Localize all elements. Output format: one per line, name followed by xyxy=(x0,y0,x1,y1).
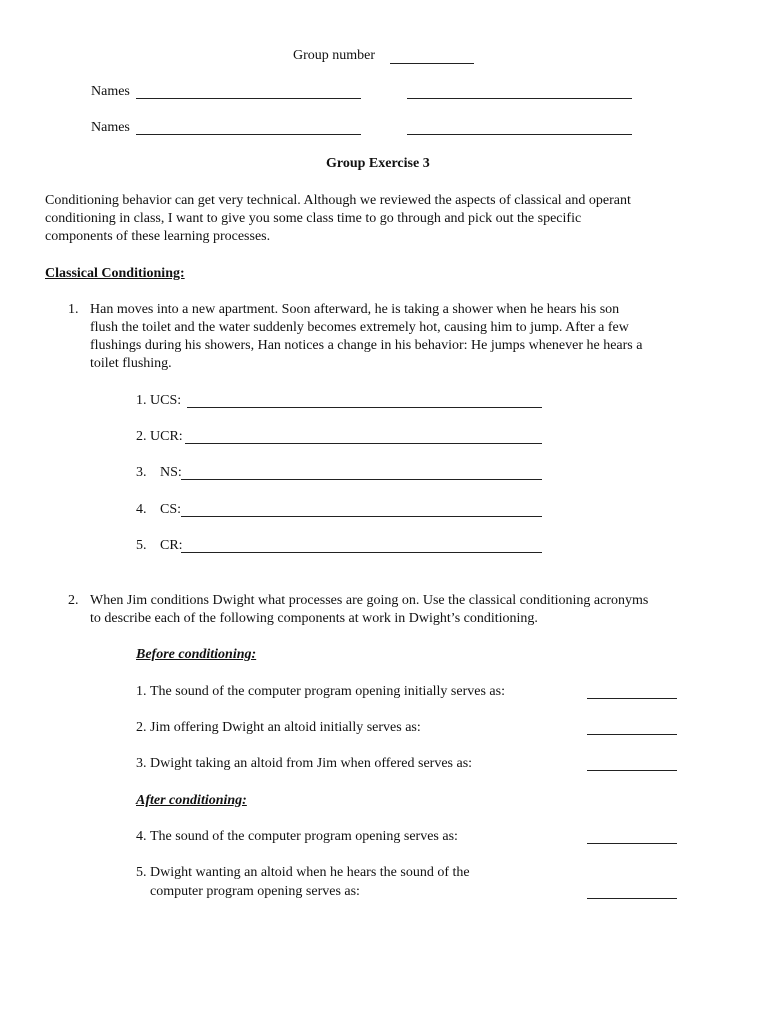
q2-item-1-number: 1. xyxy=(136,684,147,699)
q1-item-3-number: 3. xyxy=(136,465,147,480)
q2-item-3-text: Dwight taking an altoid from Jim when offered serves as: xyxy=(150,756,473,771)
question-1-line-2: flush the toilet and the water suddenly becomes extremely hot, causing him to jump. After a few xyxy=(90,320,629,335)
q2-item-1-text: The sound of the computer program opening initially serves as: xyxy=(150,684,505,699)
q1-item-4-number: 4. xyxy=(136,502,147,517)
q2-item-3-number: 3. xyxy=(136,756,147,771)
q2-item-2-number: 2. xyxy=(136,720,147,735)
names-label-1: Names xyxy=(91,84,130,99)
cr-answer-field[interactable] xyxy=(181,552,542,553)
intro-line-2: conditioning in class, I want to give you some class time to go through and pick out the specific xyxy=(45,211,582,226)
q2-item-2-text: Jim offering Dwight an altoid initially serves as: xyxy=(150,720,421,735)
question-2-line-2: to describe each of the following components at work in Dwight’s conditioning. xyxy=(90,611,538,626)
name-field-1b[interactable] xyxy=(407,98,632,99)
q1-item-2-label: UCR: xyxy=(150,429,183,444)
ucr-answer-field[interactable] xyxy=(185,443,542,444)
question-2-number: 2. xyxy=(68,593,79,608)
q2-item-5-number: 5. xyxy=(136,865,147,880)
page-title: Group Exercise 3 xyxy=(326,156,430,171)
q2-item-1-answer-field[interactable] xyxy=(587,698,677,699)
q1-item-4-label: CS: xyxy=(160,502,182,517)
section-heading: Classical Conditioning: xyxy=(45,266,185,281)
question-1-line-3: flushings during his showers, Han notices a change in his behavior: He jumps whenever he hears a xyxy=(90,338,643,353)
q2-item-4-text: The sound of the computer program opening serves as: xyxy=(150,829,458,844)
q1-item-3-label: NS: xyxy=(160,465,182,480)
q2-item-3-answer-field[interactable] xyxy=(587,770,677,771)
question-1-number: 1. xyxy=(68,302,79,317)
group-number-label: Group number xyxy=(293,48,376,63)
q2-item-5-answer-field[interactable] xyxy=(587,898,677,899)
intro-line-3: components of these learning processes. xyxy=(45,229,271,244)
names-label-2: Names xyxy=(91,120,130,135)
question-1-line-1: Han moves into a new apartment. Soon afterward, he is taking a shower when he hears his son xyxy=(90,302,620,317)
cs-answer-field[interactable] xyxy=(181,516,542,517)
q1-item-5-number: 5. xyxy=(136,538,147,553)
before-conditioning-heading: Before conditioning: xyxy=(136,647,257,662)
after-conditioning-heading: After conditioning: xyxy=(136,793,247,808)
question-2-line-1: When Jim conditions Dwight what processes are going on. Use the classical conditioning acronyms xyxy=(90,593,649,608)
question-1-line-4: toilet flushing. xyxy=(90,356,172,371)
q2-item-4-number: 4. xyxy=(136,829,147,844)
q1-item-2-number: 2. xyxy=(136,429,147,444)
q2-item-5-text: Dwight wanting an altoid when he hears the sound of the xyxy=(150,865,470,880)
q2-item-2-answer-field[interactable] xyxy=(587,734,677,735)
name-field-2a[interactable] xyxy=(136,134,361,135)
q1-item-5-label: CR: xyxy=(160,538,183,553)
q1-item-1-label: UCS: xyxy=(150,393,182,408)
q2-item-4-answer-field[interactable] xyxy=(587,843,677,844)
intro-line-1: Conditioning behavior can get very technical. Although we reviewed the aspects of classical and operant xyxy=(45,193,631,208)
q1-item-1-number: 1. xyxy=(136,393,147,408)
name-field-2b[interactable] xyxy=(407,134,632,135)
name-field-1a[interactable] xyxy=(136,98,361,99)
group-number-field[interactable] xyxy=(390,63,474,64)
ns-answer-field[interactable] xyxy=(181,479,542,480)
ucs-answer-field[interactable] xyxy=(187,407,542,408)
q2-item-5-text-line-2: computer program opening serves as: xyxy=(150,884,360,899)
